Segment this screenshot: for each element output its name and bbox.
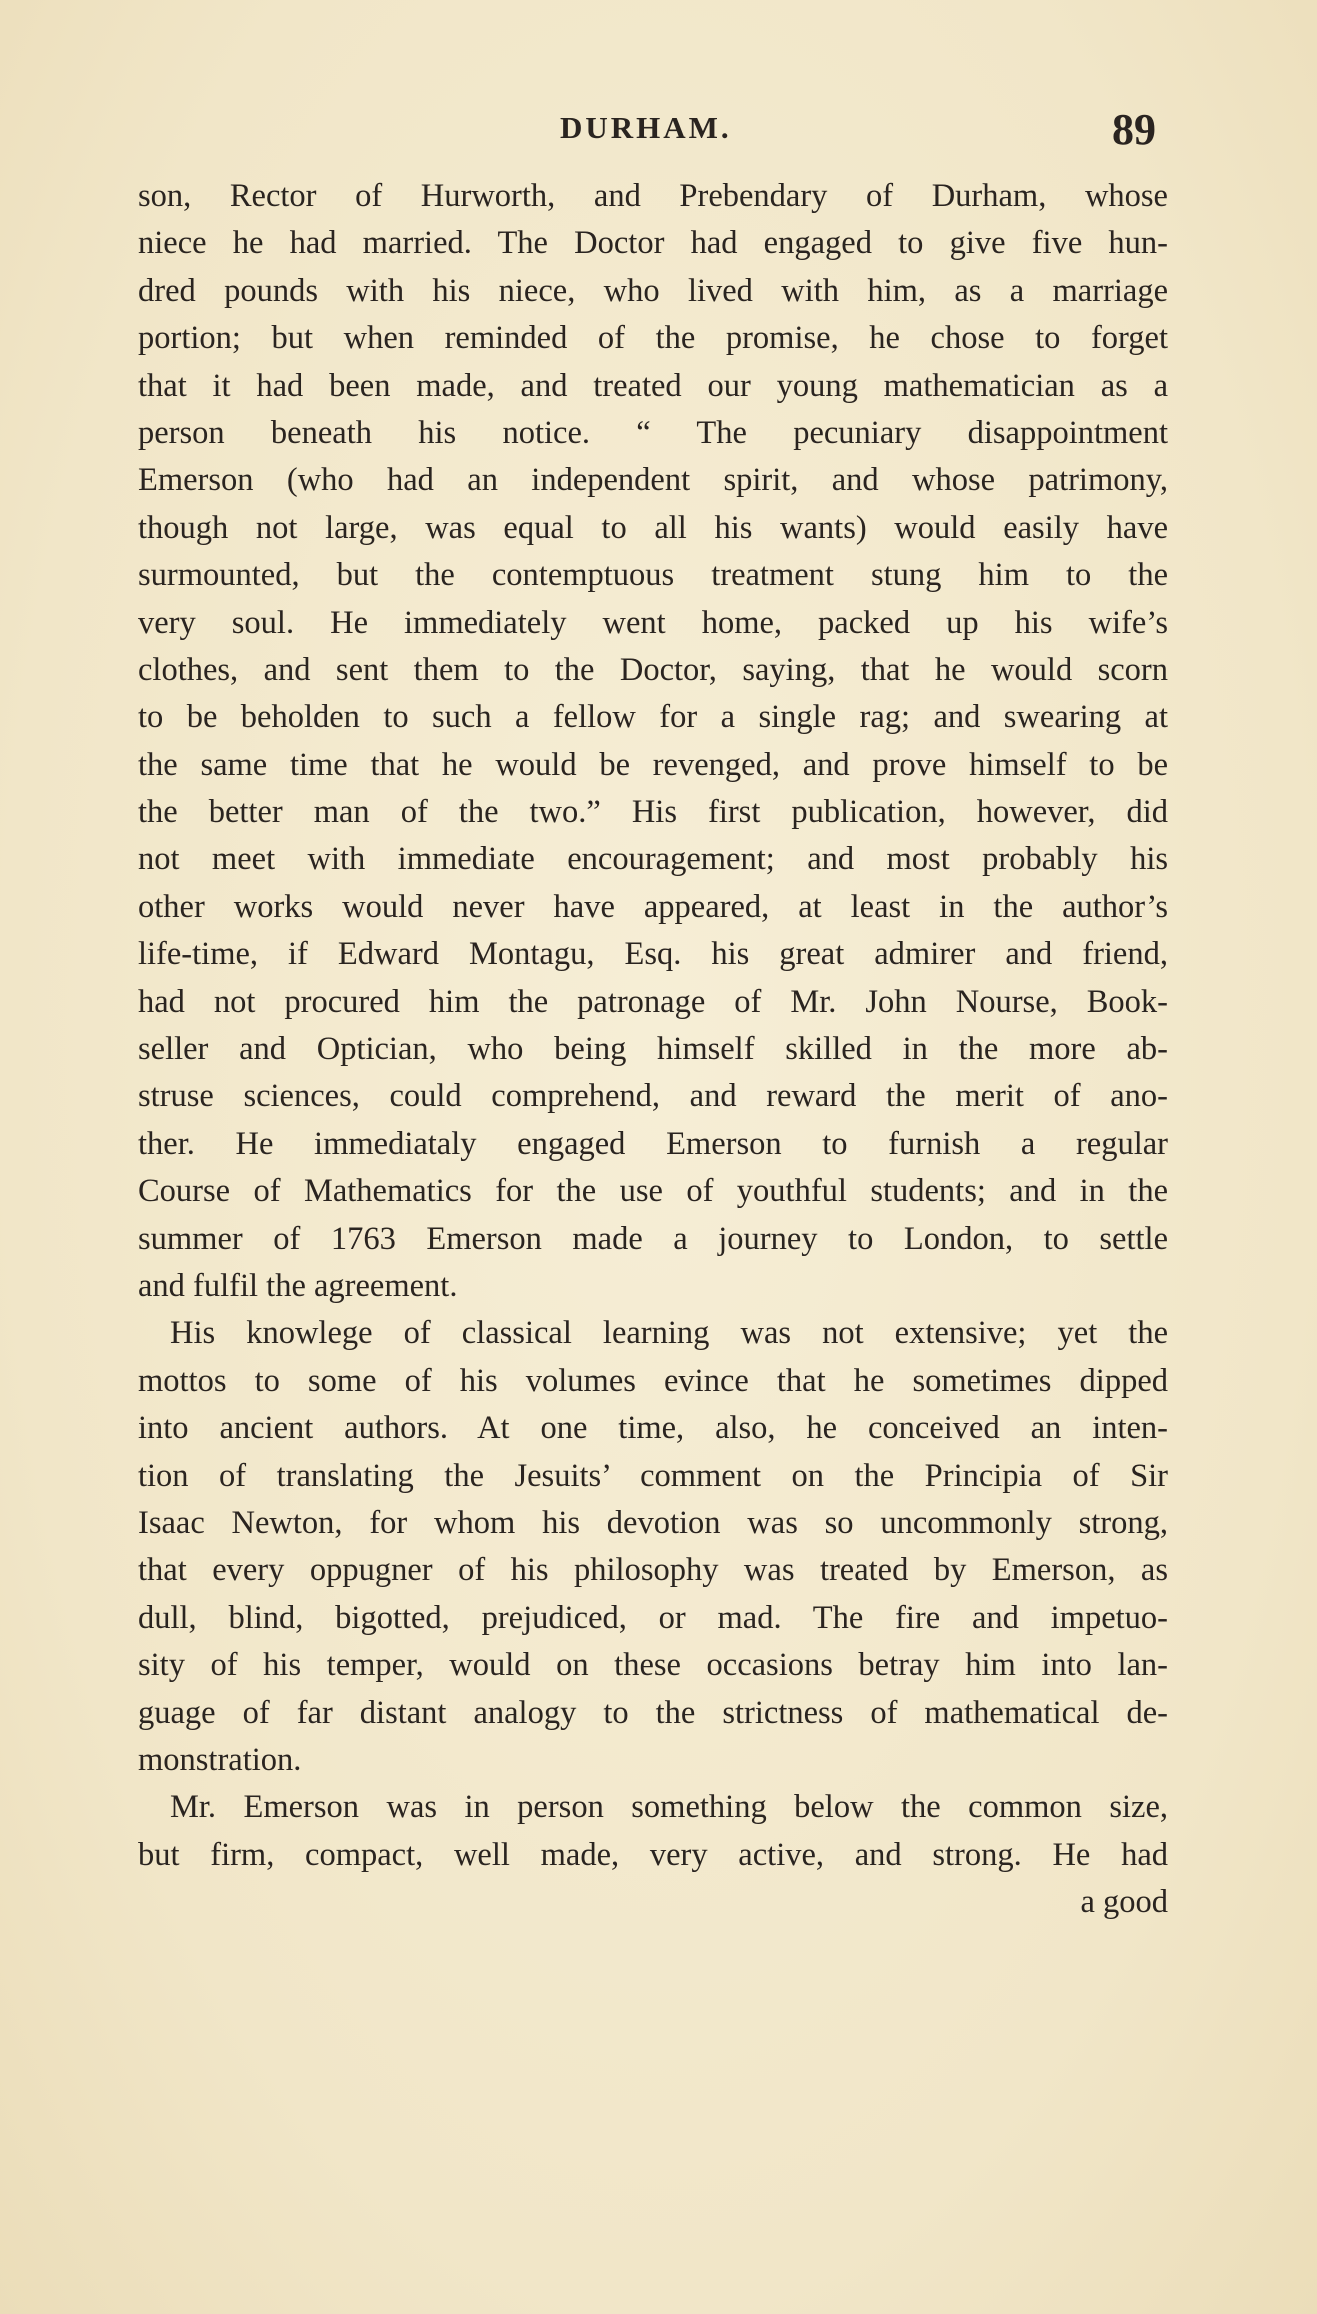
text-line: Isaac Newton, for whom his devotion was so uncommonly strong,	[138, 1504, 1168, 1541]
text-line: other works would never have appeared, at least in the author’s	[138, 888, 1168, 925]
text-line: sity of his temper, would on these occasions betray him into lan-	[138, 1647, 1168, 1684]
text-line: clothes, and sent them to the Doctor, saying, that he would scorn	[138, 651, 1168, 688]
text-line: into ancient authors. At one time, also, he conceived an inten-	[138, 1410, 1168, 1447]
text-line: portion; but when reminded of the promise, he chose to forget	[138, 320, 1168, 357]
text-line: that it had been made, and treated our young mathematician as a	[138, 367, 1168, 404]
text-line: though not large, was equal to all his wants) would easily have	[138, 509, 1168, 546]
text-line: His knowlege of classical learning was not extensive; yet the	[170, 1315, 1168, 1352]
text-line: niece he had married. The Doctor had engaged to give five hun-	[138, 225, 1168, 262]
text-line: that every oppugner of his philosophy was treated by Emerson, as	[138, 1552, 1168, 1589]
text-line: guage of far distant analogy to the strictness of mathematical de-	[138, 1694, 1168, 1731]
text-line: to be beholden to such a fellow for a single rag; and swearing at	[138, 699, 1168, 736]
text-line: Emerson (who had an independent spirit, and whose patrimony,	[138, 462, 1168, 499]
text-line: mottos to some of his volumes evince that he sometimes dipped	[138, 1362, 1168, 1399]
text-line: Course of Mathematics for the use of youthful students; and in the	[138, 1173, 1168, 1210]
paragraph-1	[138, 173, 1168, 1310]
text-line: the better man of the two.” His first publication, however, did	[138, 794, 1168, 831]
body-text	[138, 173, 1168, 1926]
text-line: person beneath his notice. “ The pecuniary disappointment	[138, 414, 1168, 451]
text-line: seller and Optician, who being himself skilled in the more ab-	[138, 1031, 1168, 1068]
catchword: a good	[1080, 1884, 1168, 1921]
text-line: the same time that he would be revenged, and prove himself to be	[138, 746, 1168, 783]
text-line: summer of 1763 Emerson made a journey to London, to settle	[138, 1220, 1168, 1257]
running-head: DURHAM.	[560, 110, 732, 145]
text-line: but firm, compact, well made, very active, and strong. He had	[138, 1836, 1168, 1873]
text-line: dred pounds with his niece, who lived with him, as a marriage	[138, 272, 1168, 309]
paragraph-3	[138, 1784, 1168, 1879]
text-line: very soul. He immediately went home, packed up his wife’s	[138, 604, 1168, 641]
text-line: and fulfil the agreement.	[138, 1267, 458, 1304]
text-line: life-time, if Edward Montagu, Esq. his great admirer and friend,	[138, 936, 1168, 973]
text-line: dull, blind, bigotted, prejudiced, or mad. The fire and impetuo-	[138, 1599, 1168, 1636]
text-line: monstration.	[138, 1741, 302, 1778]
paragraph-2	[138, 1310, 1168, 1784]
page-number: 89	[1112, 105, 1156, 154]
text-line: not meet with immediate encouragement; and most probably his	[138, 841, 1168, 878]
text-line: Mr. Emerson was in person something below the common size,	[170, 1789, 1168, 1826]
text-line: tion of translating the Jesuits’ comment on the Principia of Sir	[138, 1457, 1168, 1494]
text-line: son, Rector of Hurworth, and Prebendary of Durham, whose	[138, 178, 1168, 214]
text-line: surmounted, but the contemptuous treatment stung him to the	[138, 557, 1168, 594]
text-line: ther. He immediataly engaged Emerson to furnish a regular	[138, 1125, 1168, 1162]
text-line: had not procured him the patronage of Mr. John Nourse, Book-	[138, 983, 1168, 1020]
text-line: struse sciences, could comprehend, and reward the merit of ano-	[138, 1078, 1168, 1115]
